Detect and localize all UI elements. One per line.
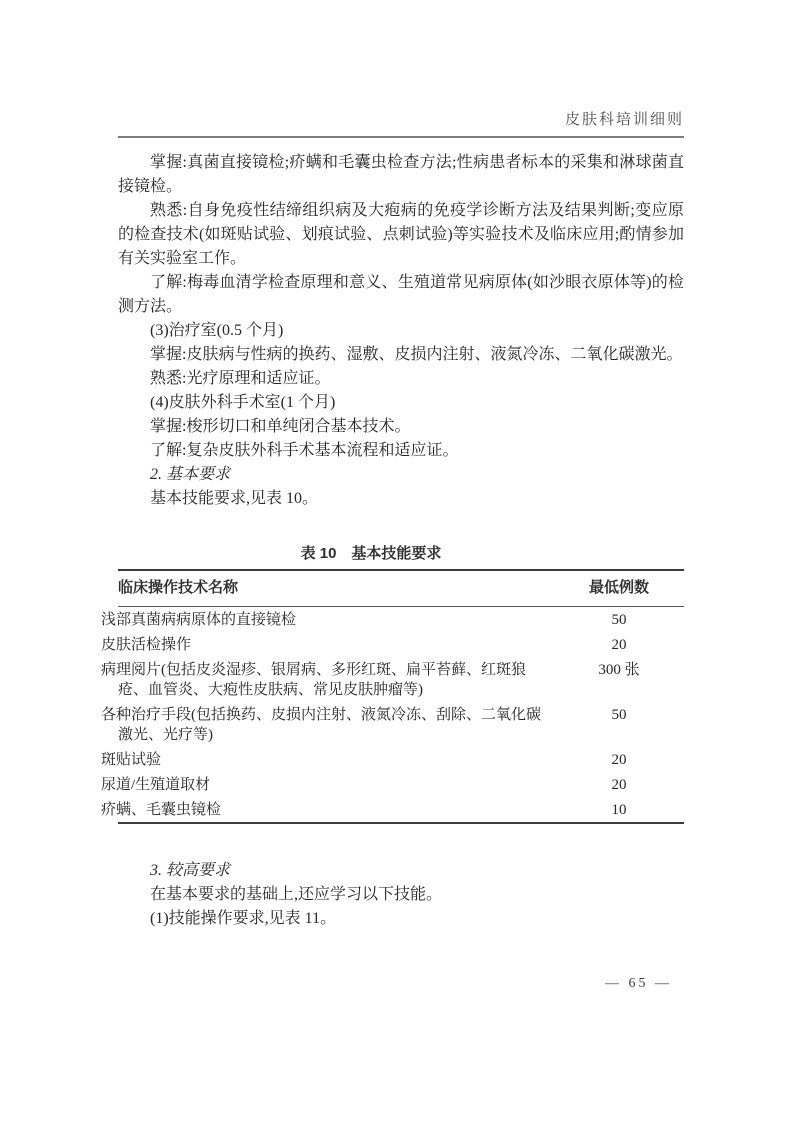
skill-count: 20 [611, 777, 627, 793]
paragraph: 在基本要求的基础上,还应学习以下技能。 [150, 886, 443, 903]
table-row [118, 702, 684, 747]
paragraph: 掌握:真菌直接镜检;疥螨和毛囊虫检查方法;性病患者标本的采集和淋球菌直接镜检。 [118, 154, 684, 195]
paragraph: (4)皮肤外科手术室(1 个月) [150, 394, 336, 411]
skill-count: 50 [611, 707, 627, 723]
paragraph: 基本技能要求,见表 10。 [150, 490, 319, 507]
table-row [118, 607, 684, 633]
table-row [118, 772, 684, 797]
paragraph: 掌握:梭形切口和单纯闭合基本技术。 [150, 418, 411, 435]
paragraph: (1)技能操作要求,见表 11。 [150, 910, 337, 927]
column-header-count: 最低例数 [554, 570, 684, 607]
paragraph: 了解:复杂皮肤外科手术基本流程和适应证。 [150, 442, 459, 459]
skill-count: 50 [611, 612, 627, 628]
skill-count: 20 [611, 752, 627, 768]
table-row [118, 657, 684, 702]
column-header-name: 临床操作技术名称 [118, 570, 554, 607]
skill-count: 20 [611, 637, 627, 653]
skill-count: 10 [611, 802, 627, 818]
table-row [118, 797, 684, 823]
table-caption: 表 10 基本技能要求 [300, 545, 442, 562]
paragraph: 熟悉:自身免疫性结缔组织病及大疱病的免疫学诊断方法及结果判断;变应原的检查技术(如斑贴试验、划痕试验、点刺试验)等实验技术及临床应用;酌情参加有关实验室工作。 [118, 202, 684, 267]
running-head: 皮肤科培训细则 [564, 112, 684, 128]
skill-name: 各种治疗手段(包括换药、皮损内注射、液氮冷冻、刮除、二氧化碳激光、光疗等) [101, 707, 541, 743]
skills-table [101, 569, 684, 824]
paragraph: 熟悉:光疗原理和适应证。 [150, 370, 331, 387]
skill-name: 尿道/生殖道取材 [101, 777, 211, 793]
skill-name: 斑贴试验 [101, 752, 162, 768]
skill-name: 浅部真菌病病原体的直接镜检 [101, 612, 297, 628]
table-row [118, 632, 684, 657]
paragraph: 了解:梅毒血清学检查原理和意义、生殖道常见病原体(如沙眼衣原体等)的检测方法。 [118, 274, 684, 315]
skill-count: 300 张 [598, 662, 640, 678]
page-header [118, 0, 684, 138]
skill-name: 病理阅片(包括皮炎湿疹、银屑病、多形红斑、扁平苔藓、红斑狼疮、血管炎、大疱性皮肤病、常见皮肤肿瘤等) [101, 662, 526, 698]
body-section-after-table [118, 859, 684, 931]
paragraph: (3)治疗室(0.5 个月) [150, 322, 284, 339]
skill-name: 疥螨、毛囊虫镜检 [101, 802, 222, 818]
skill-name: 皮肤活检操作 [101, 637, 192, 653]
body-section [118, 151, 684, 511]
numbered-heading: 2. 基本要求 [150, 466, 231, 483]
table-row [118, 747, 684, 772]
paragraph: 掌握:皮肤病与性病的换药、湿敷、皮损内注射、液氮冷冻、二氧化碳激光。 [150, 346, 683, 363]
page-content [101, 0, 684, 931]
table-header-row [118, 570, 684, 607]
page-number: — 65 — [605, 976, 672, 991]
numbered-heading: 3. 较高要求 [150, 862, 231, 879]
